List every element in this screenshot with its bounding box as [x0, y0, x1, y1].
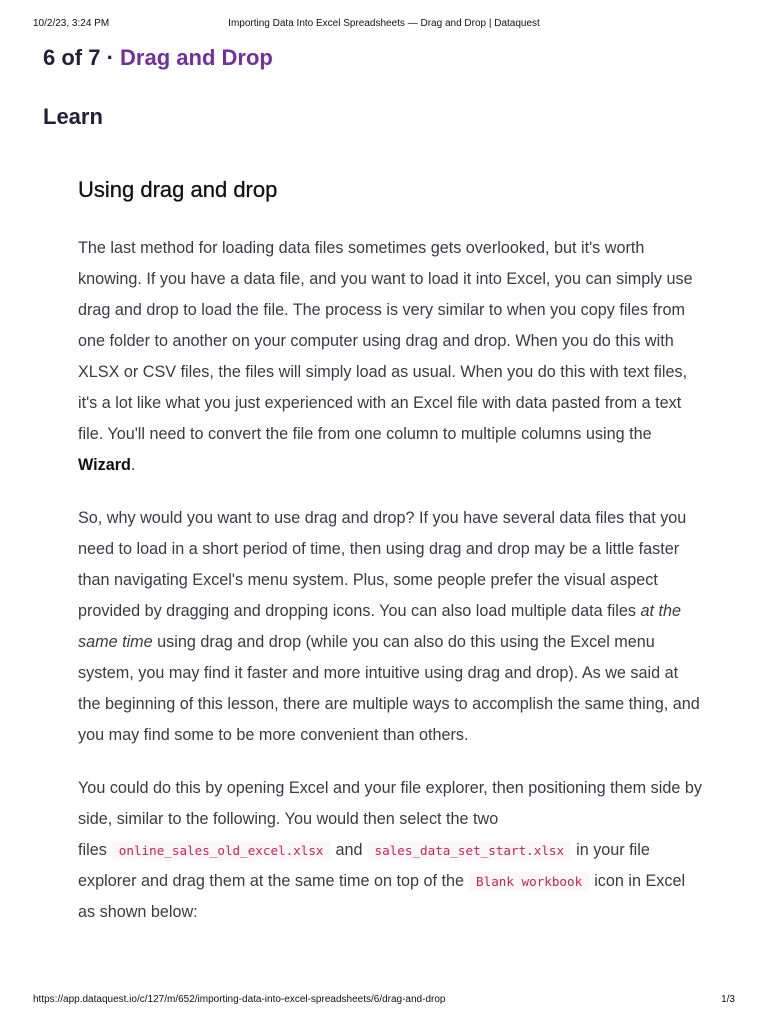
emphasis-same-time: at the same time [78, 602, 681, 651]
print-page-number: 1/3 [721, 994, 735, 1005]
paragraph-why [78, 503, 702, 751]
paragraph-how-text-d: icon in Excel as shown below: [78, 872, 686, 921]
code-file-online-sales: online_sales_old_excel.xlsx [112, 841, 331, 860]
paragraph-intro-end: . [130, 456, 136, 474]
lesson-step-title [43, 45, 273, 71]
paragraph-how-text-a: You could do this by opening Excel and your file explorer, then positioning them side by side, similar to the following. You would then select the two files [78, 779, 702, 859]
print-page-title: Importing Data Into Excel Spreadsheets — Drag and Drop | Dataquest [228, 18, 540, 29]
paragraph-how [78, 773, 702, 928]
step-counter: 6 of 7 · [43, 45, 114, 70]
print-datetime: 10/2/23, 3:24 PM [33, 18, 110, 29]
wizard-term: Wizard [78, 456, 131, 474]
print-header [33, 18, 735, 32]
paragraph-how-text-b: and [335, 841, 363, 859]
print-footer [33, 994, 735, 1008]
code-file-sales-data: sales_data_set_start.xlsx [368, 841, 572, 860]
paragraph-why-text-b: using drag and drop (while you can also do this using the Excel menu system, you may find it faster and more intuitive using drag and drop). As we said at the beginning of this lesson, there are multiple ways to accomplish the same thing, and you may find some to be more convenient than others. [78, 633, 700, 744]
article-content [78, 174, 702, 928]
paragraph-intro-text: The last method for loading data files sometimes gets overlooked, but it's worth knowing. If you have a data file, and you want to load it into Excel, you can simply use drag and drop to load the file. The process is very similar to when you copy files from one folder to another on your computer using drag and drop. When you do this with XLSX or CSV files, the files will simply load as usual. When you do this with text files, it's a lot like what you just experienced with an Excel file with data pasted from a text file. You'll need to convert the file from one column to multiple columns using the [78, 239, 693, 443]
section-label-learn: Learn [43, 104, 103, 129]
article-heading: Using drag and drop [78, 177, 278, 202]
paragraph-how-text-c: in your file explorer and drag them at the same time on top of the [78, 841, 650, 890]
step-name: Drag and Drop [120, 45, 273, 70]
print-url: https://app.dataquest.io/c/127/m/652/importing-data-into-excel-spreadsheets/6/drag-and-drop [33, 994, 446, 1005]
paragraph-intro [78, 233, 702, 481]
code-blank-workbook: Blank workbook [469, 872, 589, 891]
paragraph-why-text-a: So, why would you want to use drag and drop? If you have several data files that you need to load in a short period of time, then using drag and drop may be a little faster than navigating Excel's menu system. Plus, some people prefer the visual aspect provided by dragging and dropping icons. You can also load multiple data files [78, 509, 687, 620]
